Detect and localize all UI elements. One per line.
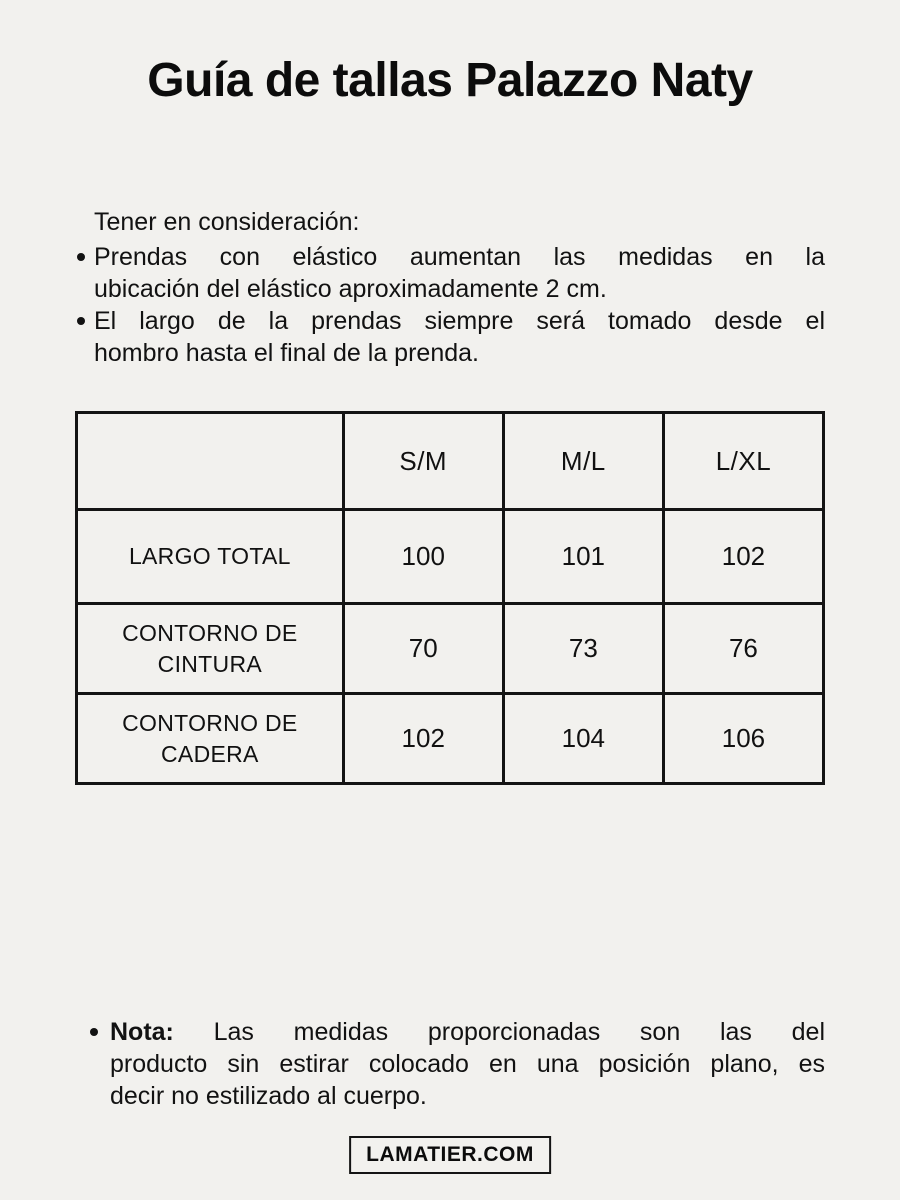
table-corner-cell [77, 413, 344, 510]
text-line: ubicación del elástico aproximadamente 2 cm. [94, 275, 607, 303]
considerations-list [75, 241, 825, 369]
table-row [77, 694, 824, 784]
column-header-lxl: L/XL [663, 413, 823, 510]
text-line: Prendas con elástico aumentan las medidas en la [94, 243, 825, 271]
size-value: 102 [663, 510, 823, 604]
text-line: decir no estilizado al cuerpo. [110, 1082, 427, 1110]
page-title: Guía de tallas Palazzo Naty [147, 54, 753, 107]
size-value: 101 [503, 510, 663, 604]
considerations-intro: Tener en consideración: [94, 208, 360, 236]
row-label: LARGO TOTAL [77, 510, 344, 604]
size-value: 104 [503, 694, 663, 784]
size-value: 102 [343, 694, 503, 784]
size-value: 100 [343, 510, 503, 604]
text-line: producto sin estirar colocado en una posición plano, es [110, 1050, 825, 1078]
note-text: Las medidas proporcionadas son las del [213, 1018, 826, 1046]
row-label: CONTORNO DE CINTURA [77, 604, 344, 694]
brand-badge: LAMATIER.COM [349, 1136, 551, 1174]
size-value: 73 [503, 604, 663, 694]
row-label: CONTORNO DE CADERA [77, 694, 344, 784]
size-value: 76 [663, 604, 823, 694]
table-row [77, 510, 824, 604]
text-line: El largo de la prendas siempre será tomado desde el [94, 307, 825, 335]
table-header-row [77, 413, 824, 510]
table-row [77, 604, 824, 694]
list-item [75, 241, 825, 305]
text-line [110, 1016, 825, 1048]
considerations-section [75, 206, 825, 369]
note-label: Nota: [110, 1018, 174, 1046]
size-value: 106 [663, 694, 823, 784]
column-header-sm: S/M [343, 413, 503, 510]
list-item [75, 305, 825, 369]
column-header-ml: M/L [503, 413, 663, 510]
note-item [90, 1016, 825, 1112]
size-table [75, 411, 825, 782]
text-line: hombro hasta el final de la prenda. [94, 339, 479, 367]
note-section [90, 1016, 825, 1112]
size-value: 70 [343, 604, 503, 694]
